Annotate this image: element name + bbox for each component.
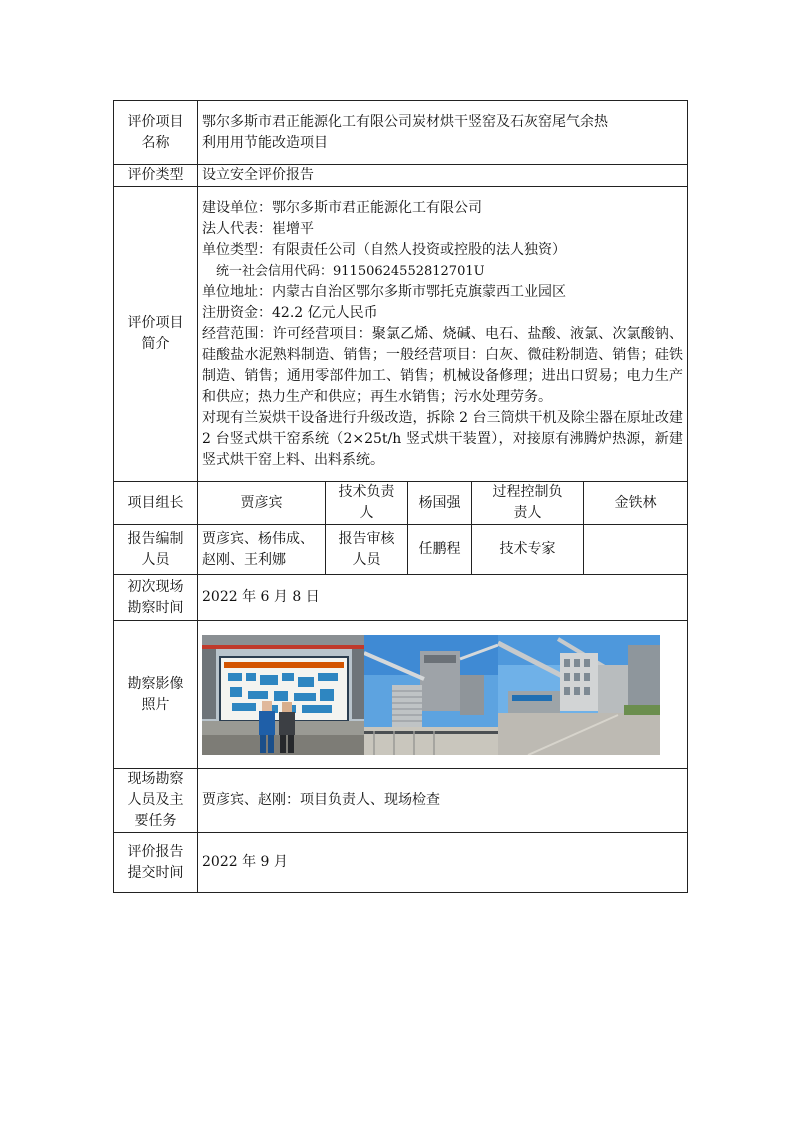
team-lead-label: 项目组长 [114, 482, 198, 525]
intro-business-scope: 经营范围：许可经营项目：聚氯乙烯、烧碱、电石、盐酸、液氯、次氯酸钠、硅酸盐水泥熟料制造、销售；一般经营项目：白灰、微硅粉制造、销售；硅铁制造、销售；通用零部件加工、销售；机械设备修理；进出口贸易；电力生产和供应；热力生产和供应；再生水销售；污水处理劳务。 [202, 325, 683, 405]
survey-staff-value: 贾彦宾、赵刚：项目负责人、现场检查 [198, 769, 688, 833]
intro-capital: 注册资金：42.2 亿元人民币 [202, 304, 378, 321]
site-photo-tower [364, 635, 498, 755]
submit-time-value: 2022 年 9 月 [198, 833, 688, 893]
site-photo-building [498, 635, 660, 755]
expert-value [584, 525, 688, 575]
process-lead-label: 过程控制负 责人 [472, 482, 584, 525]
team-lead-value: 贾彦宾 [198, 482, 326, 525]
tech-lead-label: 技术负责 人 [326, 482, 408, 525]
photos-label: 勘察影像 照片 [114, 621, 198, 769]
project-name-label: 评价项目 名称 [114, 101, 198, 165]
tech-lead-value: 杨国强 [408, 482, 472, 525]
evaluation-info-table [113, 100, 688, 893]
survey-staff-label: 现场勘察 人员及主 要任务 [114, 769, 198, 833]
intro-unit-type: 单位类型：有限责任公司（自然人投资或控股的法人独资） [202, 241, 566, 258]
photo-strip [202, 635, 687, 755]
submit-time-label: 评价报告 提交时间 [114, 833, 198, 893]
site-photo-signboard [202, 635, 364, 755]
intro-legal-rep: 法人代表：崔增平 [202, 220, 314, 237]
intro-renovation: 对现有兰炭烘干设备进行升级改造，拆除 2 台三筒烘干机及除尘器在原址改建 2 台竖式烘干窑系统（2×25t/h 竖式烘干装置），对接原有沸腾炉热源，新建竖式烘干窑上料、出料系统。 [202, 409, 683, 468]
intro-builder: 建设单位：鄂尔多斯市君正能源化工有限公司 [202, 199, 482, 216]
eval-type-value: 设立安全评价报告 [198, 165, 688, 187]
intro-address: 单位地址：内蒙古自治区鄂尔多斯市鄂托克旗蒙西工业园区 [202, 283, 566, 300]
project-name-value: 鄂尔多斯市君正能源化工有限公司炭材烘干竖窑及石灰窑尾气余热 利用用节能改造项目 [198, 101, 688, 165]
report-staff-value: 贾彦宾、杨伟成、 赵刚、王利娜 [198, 525, 326, 575]
expert-label: 技术专家 [472, 525, 584, 575]
process-lead-value: 金铁林 [584, 482, 688, 525]
review-staff-value: 任鹏程 [408, 525, 472, 575]
intro-label: 评价项目 简介 [114, 187, 198, 482]
eval-type-label: 评价类型 [114, 165, 198, 187]
photos-cell [198, 621, 688, 769]
survey-time-label: 初次现场 勘察时间 [114, 575, 198, 621]
intro-value [198, 187, 688, 482]
review-staff-label: 报告审核 人员 [326, 525, 408, 575]
survey-time-value: 2022 年 6 月 8 日 [198, 575, 688, 621]
intro-credit-code: 统一社会信用代码：91150624552812701U [216, 263, 485, 279]
report-staff-label: 报告编制 人员 [114, 525, 198, 575]
